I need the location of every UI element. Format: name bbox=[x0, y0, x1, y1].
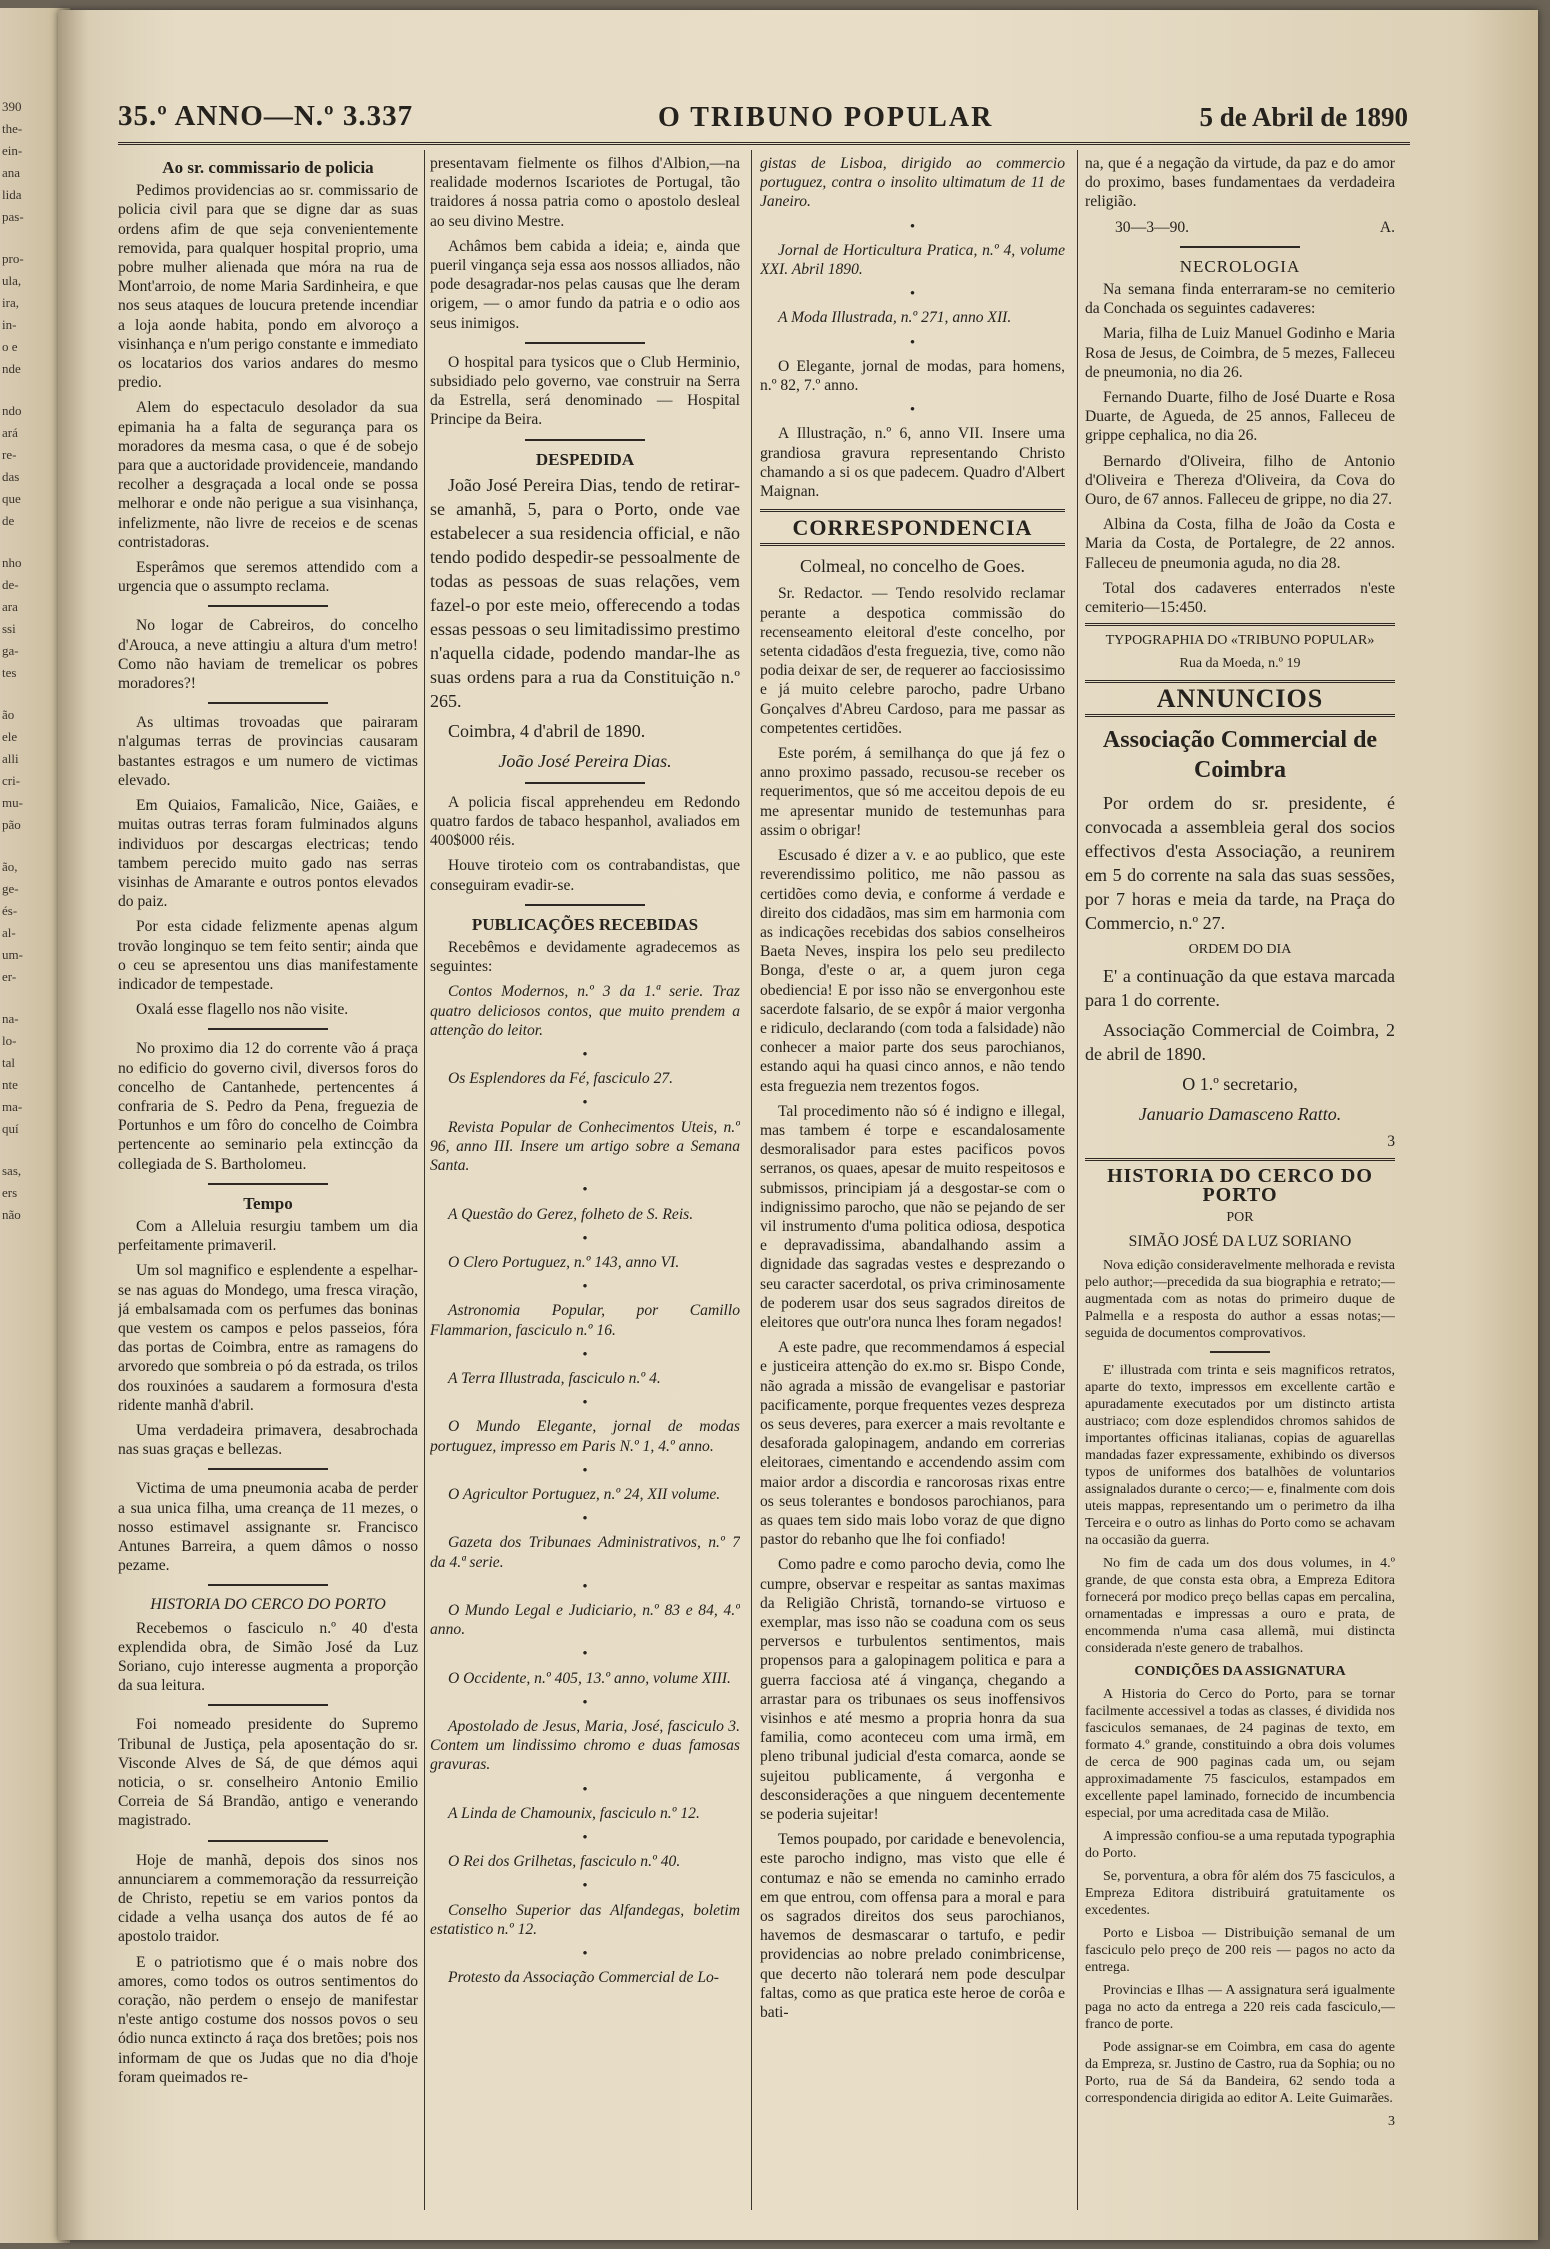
paragraph: O 1.º secretario, bbox=[1182, 1074, 1298, 1095]
article-heading: Ao sr. commissario de policia bbox=[162, 158, 374, 177]
column-2 bbox=[430, 154, 740, 2214]
article-heading: DESPEDIDA bbox=[535, 449, 635, 469]
paragraph: Pode assignar-se em Coimbra, em casa do agente da Empreza, sr. Justino de Castro, rua da Sophia; ou no Porto, rua de Sá da Bandeira, 62 sendo toda a correspondencia dirigida ao editor A. Leite Guimarães. bbox=[1085, 2040, 1395, 2107]
section-heading: NECROLOGIA bbox=[1179, 256, 1301, 276]
previous-page-fragment: the- bbox=[2, 121, 23, 136]
previous-page-fragment: ara bbox=[2, 599, 18, 614]
column-4 bbox=[1085, 154, 1395, 2214]
previous-page-fragment: ge- bbox=[2, 881, 19, 896]
publication-item: O Mundo Legal e Judiciario, n.º 83 e 84, 4.º anno. bbox=[430, 1601, 740, 1639]
separator bbox=[1180, 246, 1300, 248]
previous-page-fragment: ers bbox=[2, 1185, 18, 1200]
correspondence-location: Colmeal, no concelho de Goes. bbox=[800, 556, 1025, 577]
paragraph: No logar de Cabreiros, do concelho d'Arouca, a neve attingiu a altura d'um metro! Como não haviam de tremelicar os pobres moradores?! bbox=[118, 617, 418, 693]
paragraph: Em Quiaios, Famalicão, Nice, Gaiães, e muitas outras terras foram fulminados alguns individuos por descargas electricas; tendo tambem perecido muito gado nas serras visinhas de Amarante e outros pontos elevados do paiz. bbox=[118, 797, 418, 911]
bullet-dot: • bbox=[582, 1946, 588, 1962]
paragraph: Fernando Duarte, filho de José Duarte e Rosa Duarte, de Agueda, de 25 annos, Falleceu de grippe cephalica, no dia 26. bbox=[1085, 389, 1395, 445]
previous-page-fragment: na- bbox=[2, 1011, 19, 1026]
separator bbox=[208, 1840, 328, 1842]
newspaper-title: O TRIBUNO POPULAR bbox=[658, 102, 994, 133]
paragraph: Recebêmos e devidamente agradecemos as seguintes: bbox=[430, 939, 740, 976]
bullet-dot: • bbox=[582, 1346, 588, 1363]
paragraph: Oxalá esse flagello nos não visite. bbox=[136, 1001, 349, 1019]
bullet-dot: • bbox=[582, 1462, 588, 1479]
article-heading: Tempo bbox=[243, 1193, 293, 1213]
paragraph: Com a Alleluia resurgiu tambem um dia perfeitamente primaveril. bbox=[118, 1217, 418, 1255]
publication-item: A Linda de Chamounix, fasciculo n.º 12. bbox=[448, 1804, 700, 1822]
masthead bbox=[118, 92, 1408, 142]
paragraph: Associação Commercial de Coimbra, 2 de abril de 1890. bbox=[1085, 1020, 1395, 1065]
paragraph: A policia fiscal apprehendeu em Redondo quatro fardos de tabaco hespanhol, avaliados em 400$000 réis. bbox=[430, 793, 740, 850]
separator bbox=[208, 1584, 328, 1586]
previous-page-fragment: ma- bbox=[2, 1099, 23, 1114]
signature: João José Pereira Dias. bbox=[498, 750, 672, 771]
article-heading: HISTORIA DO CERCO DO PORTO bbox=[1107, 1164, 1373, 1206]
column-1 bbox=[118, 154, 418, 2214]
paragraph: O hospital para tysicos que o Club Herminio, subsidiado pelo governo, vae construir na Serra da Estrella, será denominado — Hospital Principe da Beira. bbox=[430, 353, 740, 429]
signature-date: 30—3—90. bbox=[1115, 218, 1190, 236]
paragraph: No fim de cada um dos dous volumes, in 4.º grande, de que consta esta obra, a Empreza Editora fornecerá por modico preço bellas capas em percalina, ornamentadas e impressas a ouro e prata, de encommenda n'uma casa allemã, mui distincta considerada n'este genero de trabalhos. bbox=[1085, 1556, 1395, 1657]
previous-page-fragment: mu- bbox=[2, 795, 23, 810]
issue-date: 5 de Abril de 1890 bbox=[1199, 102, 1408, 132]
paragraph: Por esta cidade felizmente apenas algum trovão longinquo se tem feito sentir; ainda que o ceu se apresentou uns dias manifestamente indicador de tempestade. bbox=[118, 918, 418, 993]
section-heading: CORRESPONDENCIA bbox=[760, 509, 1065, 546]
previous-page-fragment: ão, bbox=[2, 859, 18, 874]
subheading: CONDIÇÕES DA ASSIGNATURA bbox=[1134, 1664, 1346, 1680]
previous-page-fragment: és- bbox=[2, 903, 18, 918]
publications-list bbox=[430, 982, 740, 1987]
ad-number: 3 bbox=[1387, 1133, 1395, 1151]
previous-page-fragment: al- bbox=[2, 925, 16, 940]
publication-item: O Rei dos Grilhetas, fasciculo n.º 40. bbox=[448, 1853, 681, 1871]
bullet-dot: • bbox=[909, 334, 916, 351]
previous-page-fragment: tes bbox=[2, 665, 17, 680]
previous-page-fragment: ula, bbox=[2, 273, 22, 288]
previous-page-fragment: tal bbox=[2, 1055, 15, 1070]
previous-page-fragment: que bbox=[2, 491, 21, 506]
publication-item: Gazeta dos Tribunaes Administrativos, n.º 7 da 4.ª serie. bbox=[430, 1534, 740, 1571]
column-3 bbox=[760, 154, 1065, 2214]
paragraph: A Moda Illustrada, n.º 271, anno XII. bbox=[778, 309, 1012, 327]
separator bbox=[208, 1028, 328, 1030]
bullet-dot: • bbox=[582, 1095, 588, 1112]
paragraph: A este padre, que recommendamos á especial e justiceira attenção do ex.mo sr. Bispo Conde, não agrada a missão de evangelisar e pastoriar pacificamente, porque frequentes vezes despreza os seus deveres, para exercer a mais revoltante e desaforada galopinagem, andando em correrias eleitoraes, cimentando e accendendo assim com maior ardor a discordia e rancorosas rixas entre os seus tolerantes e bondosos parochianos, para as quaes tem sido mais lobo voraz de que digno pastor do rebanho que lhe foi confiado! bbox=[760, 1339, 1065, 1549]
bullet-dot: • bbox=[582, 1395, 588, 1412]
paragraph: Foi nomeado presidente do Supremo Tribunal de Justiça, pela aposentação do sr. Visconde Alves de Sá, de que démos aqui noticia, o sr. conselheiro Antonio Emilio Correia de Sá Brandão, antigo e venerando magistrado. bbox=[118, 1716, 418, 1830]
previous-page-fragment: ará bbox=[2, 425, 18, 440]
paragraph: Bernardo d'Oliveira, filho de Antonio d'Oliveira e Thereza d'Oliveira, da Cova do Ouro, de 67 annos. Falleceu de grippe, no dia 27. bbox=[1085, 452, 1395, 509]
bullet-dot: • bbox=[582, 1781, 588, 1798]
separator bbox=[525, 342, 645, 344]
previous-page-fragment: nho bbox=[2, 555, 22, 570]
previous-page-fragment: não bbox=[2, 1207, 21, 1222]
paragraph: Victima de uma pneumonia acaba de perder a sua unica filha, uma creança de 11 mezes, o nosso estimavel assignante sr. Francisco Antunes Barreira, a quem dâmos o nosso pezame. bbox=[118, 1480, 418, 1575]
separator bbox=[208, 605, 328, 607]
previous-page-fragment: das bbox=[2, 469, 20, 484]
paragraph: O Elegante, jornal de modas, para homens, n.º 82, 7.º anno. bbox=[760, 357, 1065, 395]
bullet-dot: • bbox=[582, 1578, 588, 1595]
publication-item: O Mundo Elegante, jornal de modas portuguez, impresso em Paris N.º 1, 4.º anno. bbox=[430, 1418, 740, 1455]
publication-item: O Agricultor Portuguez, n.º 24, XII volume. bbox=[448, 1485, 721, 1503]
previous-page-fragment: o e bbox=[2, 339, 18, 354]
paragraph: Albina da Costa, filha de João da Costa e Maria da Costa, de Portalegre, de 22 annos. Falleceu de pneumonia aguda, no dia 28. bbox=[1085, 516, 1395, 572]
paragraph: Como padre e como parocho devia, como lhe cumpre, observar e respeitar as santas maximas da Religião Christã, tornando-se virtuoso e exemplar, mas isso não se coaduna com os seus perversos e turbulentos sentimentos, mais propensos para a galopinagem politica e para a guerra facciosa até á vingança, chegando a arrastar para os tribunaes os seus inoffensivos visinhos e até mesmo a propria honra da sua familia, como aconteceu com uma irmã, em pleno tribunal judicial d'esta comarca, aonde se sujeitou publicamente, á vergonha e desconsiderações a que ninguem decentemente se poderia sujeitar! bbox=[760, 1556, 1065, 1824]
paragraph: Um sol magnifico e esplendente a espelhar-se nas aguas do Mondego, uma fresca viração, já embalsamada com os perfumes das boninas que vestem os campos e pelos passeios, fóra das portas de Coimbra, entre as ramagens do arvoredo que sombreia o pó da estrada, os trilos dos rouxinóes a saudarem a formosura d'esta ridente manhã d'abril. bbox=[118, 1262, 418, 1414]
issue-number: 35.º ANNO—N.º 3.337 bbox=[118, 100, 414, 132]
previous-page-fragment: er- bbox=[2, 969, 17, 984]
bullet-dot: • bbox=[582, 1511, 588, 1528]
publication-item: A Terra Illustrada, fasciculo n.º 4. bbox=[448, 1369, 661, 1387]
paragraph: Tal procedimento não só é indigno e illegal, mas tambem é torpe e escandalosamente desmoralisador para estes pacificos povos serranos, os quaes, apesar de muito respeitosos e submissos, principiam já a desgostar-se com o indignissimo parocho, que não se pejando de ser vil instrumento d'uma politica odiosa, despotica e depravadissima, abandalhando assim a dignidade das sagradas vestes e desprezando o seu caracter sacerdotal, os priva criminosamente de poderem usar dos seus sagrados direitos de eleitores que outr'ora nunca lhes foram negados! bbox=[760, 1102, 1065, 1331]
previous-page-fragment: lida bbox=[2, 187, 22, 202]
paragraph: Total dos cadaveres enterrados n'este cemiterio—15:450. bbox=[1085, 579, 1395, 617]
publication-item: Astronomia Popular, por Camillo Flammarion, fasciculo n.º 16. bbox=[430, 1302, 740, 1339]
paragraph: A Historia do Cerco do Porto, para se tornar facilmente accessivel a todas as classes, é dividida nos fasciculos semanaes, de 24 paginas de texto, em formato 4.º grande, constituindo a obra dois volumes de cerca de 900 paginas cada um, ou sejam approximadamente 75 fasciculos, estampados em excellente papel laminado, fornecido de incumbencia especial, por uma acreditada casa de Milão. bbox=[1085, 1687, 1395, 1822]
previous-page-fragment: in- bbox=[2, 317, 17, 332]
bullet-dot: • bbox=[582, 1829, 588, 1846]
publication-item: Conselho Superior das Alfandegas, boletim estatistico n.º 12. bbox=[430, 1901, 740, 1938]
previous-page-fragment: pas- bbox=[2, 209, 24, 224]
publication-item: Contos Modernos, n.º 3 da 1.ª serie. Traz quatro deliciosos contos, que muito prendem a attenção do leitor. bbox=[430, 983, 740, 1039]
previous-page-fragment: nte bbox=[2, 1077, 18, 1092]
agenda-heading: ORDEM DO DIA bbox=[1188, 942, 1292, 958]
signature: Januario Damasceno Ratto. bbox=[1138, 1104, 1342, 1125]
paragraph: E o patriotismo que é o mais nobre dos amores, como todos os outros sentimentos do coração, não perdem o ensejo de manifestar n'este antigo costume dos nossos povos o seu ódio nunca extincto á raça dos bretões; pois nos informam de que os Judas que no dia d'hoje foram queimados re- bbox=[118, 1953, 418, 2086]
author-name: SIMÃO JOSÉ DA LUZ SORIANO bbox=[1128, 1233, 1352, 1251]
paragraph: Provincias e Ilhas — A assignatura será igualmente paga no acto da entrega a 220 reis cada fasciculo,—franco de porte. bbox=[1085, 1983, 1395, 2033]
paragraph: Esperâmos que seremos attendido com a urgencia que o assumpto reclama. bbox=[118, 559, 418, 596]
bullet-dot: • bbox=[582, 1878, 588, 1895]
separator bbox=[208, 702, 328, 704]
paragraph: Por ordem do sr. presidente, é convocada a assembleia geral dos socios effectivos d'esta Associação, a reunirem em 5 do corrente na sala das suas sessões, por 7 horas e meia da tarde, na Praça do Commercio, n.º 27. bbox=[1085, 793, 1395, 934]
publication-item: Revista Popular de Conhecimentos Uteis, n.º 96, anno III. Insere um artigo sobre a Semana Santa. bbox=[430, 1118, 740, 1175]
bullet-dot: • bbox=[909, 218, 916, 235]
paragraph: Alem do espectaculo desolador da sua epimania ha a falta de segurança para os moradores da mesma casa, o que é de sobejo para que a auctoridade providenceie, mandando recolher a desgraçada a local onde se possa melhorar e onde não perigue a sua visinhança, infelizmente, não livre de receios e de scenas contristadoras. bbox=[118, 399, 418, 551]
previous-page-fragment: ana bbox=[2, 165, 21, 180]
bullet-dot: • bbox=[582, 1182, 588, 1199]
by-line: POR bbox=[1226, 1210, 1254, 1226]
paragraph: na, que é a negação da virtude, da paz e do amor do proximo, bases fundamentaes da verdadeira religião. bbox=[1085, 155, 1395, 211]
separator bbox=[208, 1183, 328, 1185]
bullet-dot: • bbox=[582, 1047, 588, 1064]
previous-page-fragment: de- bbox=[2, 577, 19, 592]
section-heading: ANNUNCIOS bbox=[1085, 680, 1395, 717]
previous-page-fragment: ele bbox=[2, 729, 18, 744]
publication-item: Protesto da Associação Commercial de Lo- bbox=[448, 1969, 719, 1987]
separator bbox=[525, 439, 645, 441]
article-heading: PUBLICAÇÕES RECEBIDAS bbox=[471, 914, 699, 934]
ad-number: 3 bbox=[1388, 2114, 1395, 2130]
paragraph: A impressão confiou-se a uma reputada typographia do Porto. bbox=[1085, 1829, 1395, 1862]
article-heading: HISTORIA DO CERCO DO PORTO bbox=[150, 1596, 386, 1614]
paragraph: Escusado é dizer a v. e ao publico, que este reverendissimo politico, me não passou as certidões como devia, e conforme á verdade e direito dos cidadãos, mas sim em harmonia com as indicações recebidas dos sabios conselheiros Baeta Neves, inspira los pelo seu predilecto Bonga, d'este o ar, a quem juron cega obediencia! E por isso não se envergonhou este sacerdote falsario, de se expôr á maior vergonha e ridiculo, declarando (com toda a falsidade) não conhecer a maior parte dos seus parochianos, estando aqui ha quasi cinco annos, e não tendo esta freguezia nem trezentos fogos. bbox=[760, 847, 1065, 1095]
previous-page-fragment: 390 bbox=[2, 99, 22, 114]
previous-page-fragment: pão bbox=[2, 817, 21, 832]
paragraph: Uma verdadeira primavera, desabrochada nas suas graças e bellezas. bbox=[118, 1421, 418, 1459]
previous-page-fragment: ssi bbox=[2, 621, 16, 636]
paragraph: Na semana finda enterraram-se no cemiterio da Conchada os seguintes cadaveres: bbox=[1085, 281, 1395, 318]
previous-page-fragment: nde bbox=[2, 361, 21, 376]
paragraph: Este porém, á semilhança do que já fez o anno proximo passado, recusou-se receber os requerimentos, que só me acceitou depois de eu me apresentar munido de testemunhas para assim o obrigar! bbox=[760, 745, 1065, 839]
column-rule bbox=[751, 150, 752, 2210]
printer-address: Rua da Moeda, n.º 19 bbox=[1179, 656, 1301, 672]
paragraph: Nova edição consideravelmente melhorada e revista pelo author;—precedida da sua biographia e retrato;—augmentada com as notas do primeiro duque de Palmella e a resposta do author a essas notas;—seguida de documentos comprovativos. bbox=[1085, 1258, 1395, 1342]
masthead-rule bbox=[118, 142, 1410, 145]
paragraph: E' illustrada com trinta e seis magnificos retratos, aparte do texto, impressos em excellente cartão e apuradamente executados por um distincto artista austriaco; com doze esplendidos chromos sahidos de importantes officinas italianas, copias de aguarellas mandadas fazer expressamente, exhibindo os diversos typos de uniformes dos batalhões de voluntarios assignalados durante o cerco;— e, finalmente com dois uteis mappas, representando um o perimetro da ilha Terceira e o outro as linhas do Porto como se achavam na occasião da guerra. bbox=[1085, 1363, 1395, 1549]
column-rule bbox=[424, 150, 425, 2210]
paragraph: As ultimas trovoadas que pairaram n'algumas terras de provincias causaram bastantes estragos e um numero de victimas elevado. bbox=[118, 714, 418, 789]
previous-page-fragment: um- bbox=[2, 947, 23, 962]
publication-item: O Occidente, n.º 405, 13.º anno, volume XIII. bbox=[448, 1669, 731, 1687]
paragraph: Coimbra, 4 d'abril de 1890. bbox=[448, 720, 646, 741]
date-signature bbox=[1085, 218, 1395, 237]
publication-item: O Clero Portuguez, n.º 143, anno VI. bbox=[448, 1253, 680, 1271]
previous-page-fragment: cri- bbox=[2, 773, 21, 788]
paragraph: João José Pereira Dias, tendo de retirar-se amanhã, 5, para o Porto, onde vae estabelecer a sua residencia official, e não tendo podido despedir-se pessoalmente de todas as pessoas de suas relações, vem fazel-o por este meio, offerecendo a todas essas pessoas o seu limitadissimo prestimo n'aquella cidade, podendo mandar-lhe as suas ordens para a rua da Constituição n.º 265. bbox=[430, 474, 740, 711]
publication-item: Apostolado de Jesus, Maria, José, fasciculo 3. Contem um lindissimo chromo e duas famosas gravuras. bbox=[430, 1717, 740, 1774]
column-rule bbox=[1077, 150, 1078, 2210]
paragraph: No proximo dia 12 do corrente vão á praça no edificio do governo civil, diversos foros do concelho de Cantanhede, pertencentes á confraria de S. Pedro da Pena, freguezia de Portunhos e um fôro do concelho de Coimbra pertencente ao seminario pela extincção da collegiada de S. Bartholomeu. bbox=[118, 1040, 418, 1173]
previous-page-fragment: de bbox=[2, 513, 15, 528]
paragraph: Hoje de manhã, depois dos sinos nos annunciarem a commemoração da ressurreição de Christo, repetiu se em varios pontos da cidade a velha usança dos autos de fé ao apostolo traidor. bbox=[118, 1851, 418, 1946]
paragraph: Jornal de Horticultura Pratica, n.º 4, volume XXI. Abril 1890. bbox=[760, 241, 1065, 279]
bullet-dot: • bbox=[909, 286, 916, 303]
bullet-dot: • bbox=[582, 1694, 588, 1711]
paragraph: gistas de Lisboa, dirigido ao commercio portuguez, contra o insolito ultimatum de 11 de Janeiro. bbox=[760, 155, 1065, 211]
previous-page-fragment: ira, bbox=[2, 295, 19, 310]
paragraph: Temos poupado, por caridade e benevolencia, este parocho indigno, mas visto que elle é contumaz e não se emenda no caminho errado em que entrou, com offensa para a moral e para os sagrados direitos dos seus parochianos, havemos de desmascarar o tartufo, e pedir providencias ao nobre prelado conimbricense, que decerto não tolerará nem pode desculpar faltas, como as que pratica este heroe de corôa e bati- bbox=[760, 1831, 1065, 2022]
bullet-dot: • bbox=[582, 1279, 588, 1296]
paragraph: A Illustração, n.º 6, anno VII. Insere uma grandiosa gravura representando Christo chamando a si os que padecem. Quadro d'Albert Maignan. bbox=[760, 425, 1065, 501]
paragraph: presentavam fielmente os filhos d'Albion,—na realidade modernos Iscariotes de Portugal, tão traidores á nossa patria como o apostolo desleal ao seu divino Mestre. bbox=[430, 155, 740, 230]
previous-page-fragment: lo- bbox=[2, 1033, 17, 1048]
previous-page-fragment: pro- bbox=[2, 251, 24, 266]
publication-item: Os Esplendores da Fé, fasciculo 27. bbox=[448, 1070, 674, 1088]
previous-page-fragment: ndo bbox=[2, 403, 22, 418]
publication-item: A Questão do Gerez, folheto de S. Reis. bbox=[448, 1205, 694, 1223]
paragraph: Houve tiroteio com os contrabandistas, que conseguiram evadir-se. bbox=[430, 857, 740, 894]
paragraph: Maria, filha de Luiz Manuel Godinho e Maria Rosa de Jesus, de Coimbra, de 5 mezes, Falleceu de pneumonia, no dia 26. bbox=[1085, 325, 1395, 381]
previous-page-fragment: quí bbox=[2, 1121, 19, 1136]
previous-page-fragment: ein- bbox=[2, 143, 23, 158]
paragraph: Recebemos o fasciculo n.º 40 d'esta explendida obra, de Simão José da Luz Soriano, cujo interesse augmenta a proporção da sua leitura. bbox=[118, 1619, 418, 1695]
paragraph: Se, porventura, a obra fôr além dos 75 fasciculos, a Empreza Editora distribuirá gratuitamente os excedentes. bbox=[1085, 1869, 1395, 1919]
signature-initial: A. bbox=[1379, 218, 1395, 236]
previous-page-fragment: alli bbox=[2, 751, 19, 766]
bullet-dot: • bbox=[582, 1646, 588, 1663]
bullet-dot: • bbox=[582, 1230, 588, 1247]
separator bbox=[525, 904, 645, 906]
paragraph: Porto e Lisboa — Distribuição semanal de um fasciculo pelo preço de 200 reis — pagos no acto da entrega. bbox=[1085, 1926, 1395, 1976]
separator bbox=[208, 1704, 328, 1706]
previous-page-fragment: ga- bbox=[2, 643, 19, 658]
paragraph: Sr. Redactor. — Tendo resolvido reclamar perante a despotica commissão do recenseamento eleitoral d'este concelho, por setenta cidadãos d'esta freguezia, tive, como não podia deixar de ser, de requerer ao facciosissimo e já muito celebre parocho, padre Urbano Gonçalves d'Abreu Cardoso, para me passar as competentes certidões. bbox=[760, 585, 1065, 737]
separator bbox=[1210, 1351, 1270, 1353]
previous-page-fragment: sas, bbox=[2, 1163, 22, 1178]
announcement-title: Associação Commercial de Coimbra bbox=[1102, 727, 1378, 784]
paragraph: Achâmos bem cabida a ideia; e, ainda que pueril vingança seja essa aos nossos alliados, não pode desagradar-nos pelas causas que lhe deram origem, — o amor fundo da patria e o odio aos seus inimigos. bbox=[430, 237, 740, 332]
previous-page-fragment: re- bbox=[2, 447, 17, 462]
separator bbox=[208, 1468, 328, 1470]
paragraph: Pedimos providencias ao sr. commissario de policia civil para que se digne dar as suas ordens afim de que seja convenientemente removida, para qualquer hospital proprio, uma pobre mulher alienada que móra na rua de Mont'arroio, de nome Maria Sardinheira, e que nos seus ataques de loucura pretende incendiar a loja aonde habita, pondo em alvoroço a visinhança e n'um perigo constante e immediato os locatarios dos varios andares do mesmo predio. bbox=[118, 182, 418, 392]
previous-page-fragment: ão bbox=[2, 707, 15, 722]
paragraph: E' a continuação da que estava marcada para 1 do corrente. bbox=[1085, 966, 1395, 1011]
bullet-dot: • bbox=[909, 402, 916, 419]
separator bbox=[525, 782, 645, 784]
printer-name: TYPOGRAPHIA DO «TRIBUNO POPULAR» bbox=[1105, 633, 1375, 649]
